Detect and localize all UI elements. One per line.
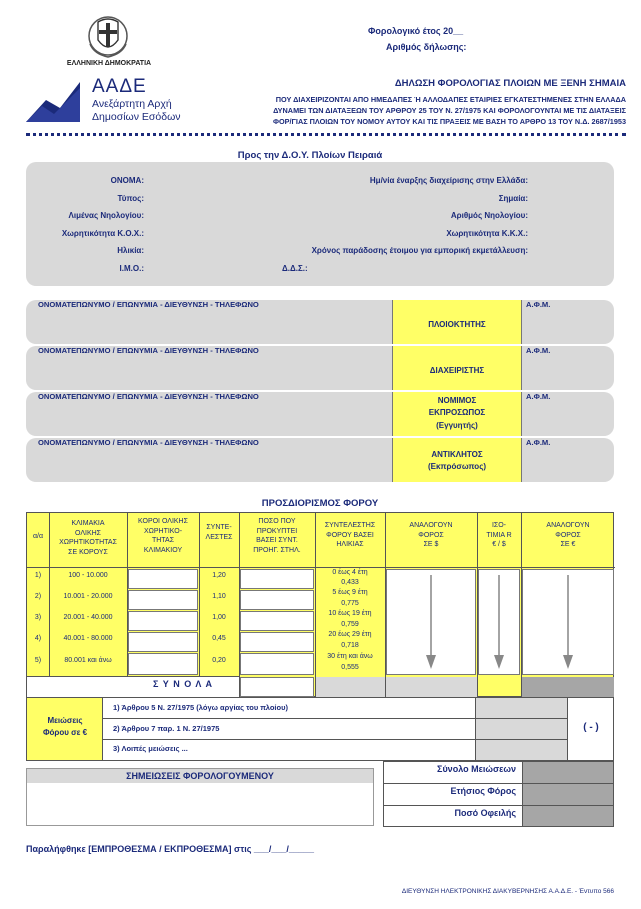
reductions-label-1: Μειώσεις	[47, 716, 83, 725]
party-field-label: ΟΝΟΜΑΤΕΠΩΝΥΜΟ / ΕΠΩΝΥΜΙΑ - ΔΙΕΥΘΥΝΣΗ - ΤΗΛΕΦΩΝΟ	[38, 438, 259, 447]
declaration-number: Αριθμός δήλωσης:	[386, 42, 467, 52]
addressee: Προς την Δ.Ο.Υ. Πλοίων Πειραιά	[237, 150, 383, 161]
role-agent-box	[392, 438, 522, 482]
row-aa: 3)	[34, 614, 42, 621]
registry-port-label: Λιμένας Νηολογίου:	[68, 211, 144, 220]
age-range: 5 έως 9 έτη	[332, 589, 368, 596]
form-desc-2: ΔΥΝΑΜΕΙ ΤΩΝ ΔΙΑΤΑΞΕΩΝ ΤΟΥ ΑΡΘΡΟΥ 25 ΤΟΥ Ν. 27/1975 ΚΑΙ ΦΟΡΟΛΟΓΟΥΝΤΑΙ ΜΕ ΤΙΣ ΔΙΑΤΑΞΕΙΣ	[273, 106, 626, 115]
reduction-amount-2[interactable]	[476, 719, 567, 739]
afm-label: Α.Φ.Μ.	[526, 392, 551, 401]
totals-label: Σ Υ Ν Ο Λ Α	[152, 679, 214, 689]
party-field-label: ΟΝΟΜΑΤΕΠΩΝΥΜΟ / ΕΠΩΝΥΜΙΑ - ΔΙΕΥΘΥΝΣΗ - ΤΗΛΕΦΩΝΟ	[38, 392, 259, 401]
col-coef-header: ΣΥΝΤΕ- ΛΕΣΤΕΣ	[205, 524, 233, 541]
row-coef: 1,20	[212, 572, 226, 579]
age-value: 0,433	[341, 579, 359, 586]
delivery-time-label: Χρόνος παράδοσης έτοιμου για εμπορική εκμετάλλευση:	[311, 246, 528, 255]
reductions-label-2: Φόρου σε €	[42, 728, 88, 737]
role-agent-line1: ΑΝΤΙΚΛΗΤΟΣ	[431, 450, 483, 459]
arrow-down-icon	[424, 573, 438, 671]
totals-tax-usd-cell[interactable]	[386, 677, 477, 697]
age-range: 0 έως 4 έτη	[332, 569, 368, 576]
greek-emblem-icon	[86, 14, 130, 60]
notes-box[interactable]	[26, 768, 374, 826]
authority-line1: Ανεξάρτητη Αρχή	[92, 98, 172, 110]
flag-label: Σημαία:	[498, 193, 528, 203]
age-range: 10 έως 19 έτη	[328, 610, 372, 617]
role-representative-line3: (Εγγυητής)	[436, 421, 478, 430]
col-tons-header: ΚΟΡΟΙ ΟΛΙΚΗΣ ΧΩΡΗΤΙΚΟ- ΤΗΤΑΣ ΚΛΙΜΑΚΙΟΥ	[138, 518, 188, 554]
total-reductions-label: Σύνολο Μειώσεων	[437, 764, 516, 774]
amount-due-label: Ποσό Οφειλής	[454, 808, 516, 818]
ship-type-label: Τύπος:	[117, 193, 144, 203]
arrow-down-icon	[492, 573, 506, 671]
ship-name-label: ΟΝΟΜΑ:	[110, 176, 144, 185]
reductions-block	[26, 697, 614, 761]
amount-total[interactable]	[240, 677, 314, 697]
authority-line2: Δημοσίων Εσόδων	[92, 111, 181, 123]
col-tax-eur-header: ΑΝΑΛΟΓΟΥΝ ΦΟΡΟΣ ΣΕ €	[546, 522, 590, 548]
age-range: 30 έτη και άνω	[327, 653, 373, 660]
aade-title: ΑΑΔΕ	[92, 76, 147, 97]
row-coef: 0,20	[212, 657, 226, 664]
registry-number-label: Αριθμός Νηολογίου:	[450, 211, 528, 220]
afm-label: Α.Φ.Μ.	[526, 438, 551, 447]
totals-tax-eur-cell[interactable]	[522, 677, 614, 697]
reduction-amount-3[interactable]	[476, 740, 567, 760]
amount-input-1[interactable]	[240, 569, 314, 589]
row-coef: 0,45	[212, 635, 226, 642]
row-scale: 10.001 - 20.000	[63, 593, 113, 600]
tons-input-5[interactable]	[128, 653, 198, 675]
reduction-item-2: 2) Άρθρου 7 παρ. 1 Ν. 27/1975	[113, 724, 220, 733]
footer-text: ΔΙΕΥΘΥΝΣΗ ΗΛΕΚΤΡΟΝΙΚΗΣ ΔΙΑΚΥΒΕΡΝΗΣΗΣ Α.Α.Δ.Ε. - Έντυπο 566	[401, 888, 614, 895]
age-value: 0,555	[341, 664, 359, 671]
annual-tax-value[interactable]	[523, 784, 613, 805]
republic-label: ΕΛΛΗΝΙΚΗ ΔΗΜΟΚΡΑΤΙΑ	[66, 60, 152, 67]
amount-input-3[interactable]	[240, 611, 314, 631]
reduction-item-3: 3) Λοιπές μειώσεις ...	[113, 744, 188, 753]
age-value: 0,718	[341, 642, 359, 649]
row-aa: 4)	[34, 635, 42, 642]
row-scale: 80.001 και άνω	[64, 657, 112, 664]
age-value: 0,759	[341, 621, 359, 628]
tons-input-2[interactable]	[128, 590, 198, 610]
arrow-down-icon	[561, 573, 575, 671]
col-age-coef-header: ΣΥΝΤΕΛΕΣΤΗΣ ΦΟΡΟΥ ΒΑΣΕΙ ΗΛΙΚΙΑΣ	[324, 522, 376, 548]
col-scale-header: ΚΛΙΜΑΚΙΑ ΟΛΙΚΗΣ ΧΩΡΗΤΙΚΟΤΗΤΑΣ ΣΕ ΚΟΡΟΥΣ	[59, 520, 117, 556]
col-aa-header: α/α	[32, 533, 44, 540]
ship-info-right	[200, 176, 528, 281]
notes-title: ΣΗΜΕΙΩΣΕΙΣ ΦΟΡΟΛΟΓΟΥΜΕΝΟΥ	[27, 769, 373, 783]
row-coef: 1,00	[212, 614, 226, 621]
afm-label: Α.Φ.Μ.	[526, 300, 551, 309]
total-reductions-value[interactable]	[523, 762, 613, 783]
role-representative-line2: ΕΚΠΡΟΣΩΠΟΣ	[428, 408, 486, 417]
row-scale: 100 - 10.000	[68, 572, 108, 579]
amount-input-5[interactable]	[240, 653, 314, 675]
tax-year: Φορολογικό έτος 20__	[368, 26, 464, 36]
col-rate-header: ΙΣΟ- ΤΙΜΙΑ R € / $	[486, 522, 512, 548]
role-manager-label: ΔΙΑΧΕΙΡΙΣΤΗΣ	[429, 366, 485, 375]
age-range: 20 έως 29 έτη	[328, 631, 372, 638]
aade-logo-icon	[24, 78, 82, 124]
row-scale: 40.001 - 80.000	[63, 635, 113, 642]
row-coef: 1,10	[212, 593, 226, 600]
tax-table	[26, 512, 614, 697]
gross-tonnage-label: Χωρητικότητα Κ.Ο.Χ.:	[61, 228, 144, 238]
tons-input-3[interactable]	[128, 611, 198, 631]
header-divider	[26, 133, 626, 136]
reduction-item-1: 1) Άρθρου 5 Ν. 27/1975 (λόγω αργίας του πλοίου)	[113, 703, 288, 712]
form-desc-1: ΠΟΥ ΔΙΑΧΕΙΡΙΖΟΝΤΑΙ ΑΠΟ ΗΜΕΔΑΠΕΣ Ή ΑΛΛΟΔΑΠΕΣ ΕΤΑΙΡΙΕΣ ΕΓΚΑΤΕΣΤΗΜΕΝΕΣ ΣΤΗΝ ΕΛΛΑΔΑ	[275, 95, 626, 104]
reduction-amount-1[interactable]	[476, 698, 567, 718]
reductions-minus: ( - )	[583, 722, 599, 733]
row-aa: 5)	[34, 657, 42, 664]
row-aa: 1)	[34, 572, 42, 579]
role-agent-line2: (Εκπρόσωπος)	[427, 462, 487, 471]
form-title: ΔΗΛΩΣΗ ΦΟΡΟΛΟΓΙΑΣ ΠΛΟΙΩΝ ΜΕ ΞΕΝΗ ΣΗΜΑΙΑ	[394, 78, 626, 89]
amount-input-2[interactable]	[240, 590, 314, 610]
party-field-label: ΟΝΟΜΑΤΕΠΩΝΥΜΟ / ΕΠΩΝΥΜΙΑ - ΔΙΕΥΘΥΝΣΗ - ΤΗΛΕΦΩΝΟ	[38, 300, 259, 309]
tons-input-1[interactable]	[128, 569, 198, 589]
tons-input-4[interactable]	[128, 632, 198, 652]
afm-label: Α.Φ.Μ.	[526, 346, 551, 355]
annual-tax-label: Ετήσιος Φόρος	[450, 786, 516, 796]
tax-section-title: ΠΡΟΣΔΙΟΡΙΣΜΟΣ ΦΟΡΟΥ	[261, 498, 379, 509]
management-start-label: Ημ/νία έναρξης διαχείρισης στην Ελλάδα:	[369, 176, 528, 185]
received-line: Παραλήφθηκε [ΕΜΠΡΟΘΕΣΜΑ / ΕΚΠΡΟΘΕΣΜΑ] στις ___/___/_____	[26, 844, 314, 854]
col-amount-header: ΠΟΣΟ ΠΟΥ ΠΡΟΚΥΠΤΕΙ ΒΑΣΕΙ ΣΥΝΤ. ΠΡΟΗΓ. ΣΤΗΛ.	[253, 518, 301, 554]
role-representative-line1: ΝΟΜΙΜΟΣ	[437, 396, 477, 405]
summary-block	[383, 761, 614, 827]
row-aa: 2)	[34, 593, 42, 600]
role-owner-label: ΠΛΟΙΟΚΤΗΤΗΣ	[428, 320, 486, 329]
row-scale: 20.001 - 40.000	[63, 614, 113, 621]
amount-input-4[interactable]	[240, 632, 314, 652]
age-value: 0,775	[341, 600, 359, 607]
totals-age-coef-cell	[316, 677, 385, 697]
party-field-label: ΟΝΟΜΑΤΕΠΩΝΥΜΟ / ΕΠΩΝΥΜΙΑ - ΔΙΕΥΘΥΝΣΗ - ΤΗΛΕΦΩΝΟ	[38, 346, 259, 355]
ship-info-left	[26, 176, 144, 281]
net-tonnage-label: Χωρητικότητα Κ.Κ.Χ.:	[446, 228, 528, 238]
imo-label: Ι.Μ.Ο.:	[119, 263, 144, 273]
dds-label: Δ.Δ.Σ.:	[282, 263, 308, 273]
age-label: Ηλικία:	[117, 246, 144, 255]
col-tax-usd-header: ΑΝΑΛΟΓΟΥΝ ΦΟΡΟΣ ΣΕ $	[409, 522, 453, 548]
amount-due-value[interactable]	[523, 806, 613, 826]
form-desc-3: ΦΟΡ/ΓΙΑΣ ΠΛΟΙΩΝ ΤΟΥ ΝΟΜΟΥ ΑΥΤΟΥ ΚΑΙ ΤΙΣ ΠΡΑΞΕΙΣ ΜΕ ΒΑΣΗ ΤΟ ΑΡΘΡΟ 13 ΤΟΥ Ν.Δ. 2687/1953	[272, 117, 626, 126]
